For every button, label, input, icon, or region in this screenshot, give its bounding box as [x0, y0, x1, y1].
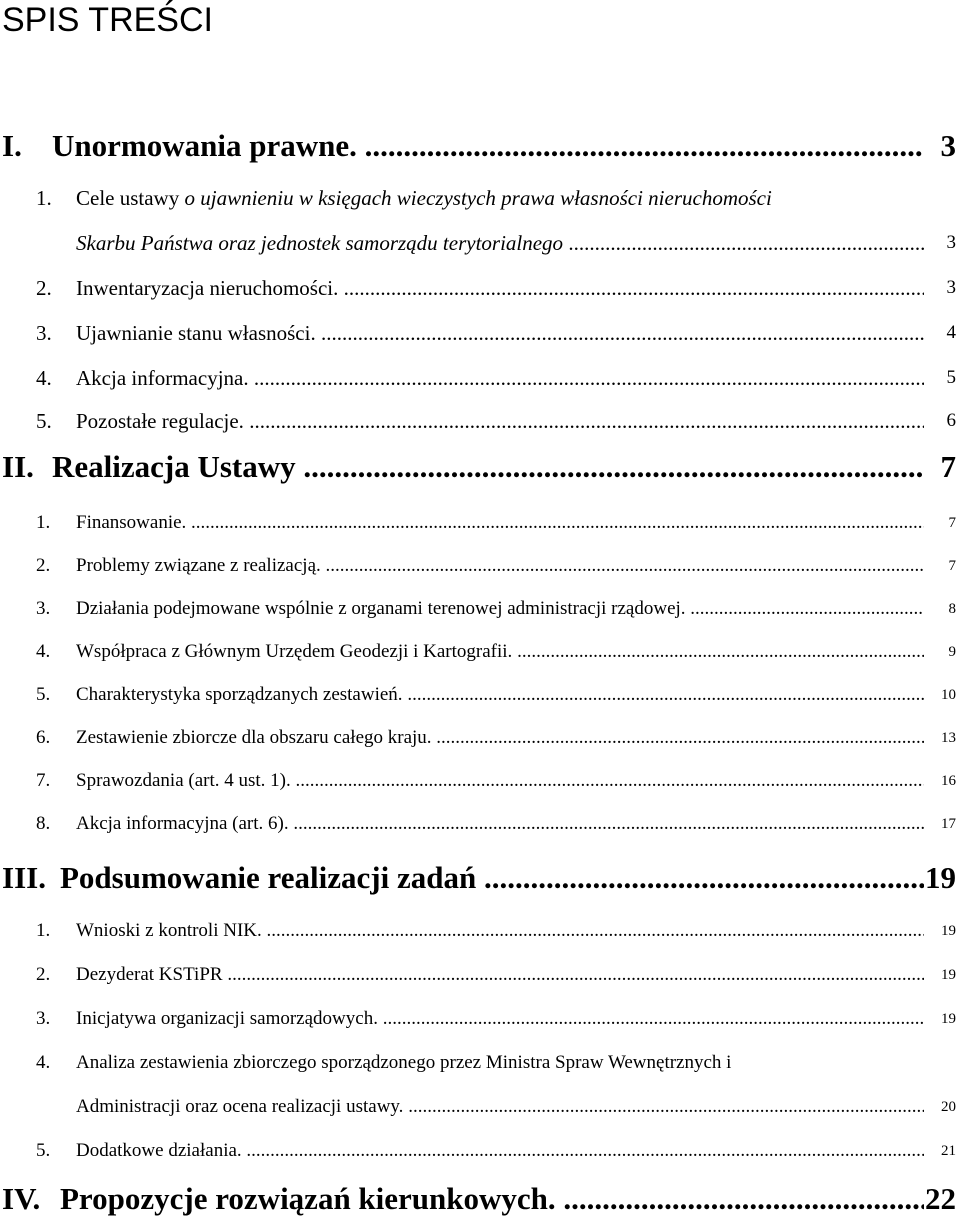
toc-section[interactable]	[0, 508, 960, 538]
toc-chapter[interactable]	[0, 1179, 960, 1219]
toc-page: 17	[941, 816, 956, 832]
toc-section[interactable]	[0, 637, 960, 667]
toc-title: Współpraca z Głównym Urzędem Geodezji i Kartografii. .....	[76, 637, 924, 667]
toc-number: II.	[2, 449, 34, 484]
toc-title: Analiza zestawienia zbiorczego sporządzonego przez Ministra Spraw Wewnętrznych i	[76, 1052, 732, 1073]
toc-title: Finansowanie. .....	[76, 508, 924, 538]
toc-chapter[interactable]	[0, 126, 960, 166]
toc-page: 19	[941, 967, 956, 983]
toc-section[interactable]	[0, 183, 960, 213]
toc-title: Pozostałe regulacje. .....	[76, 406, 924, 436]
toc-section[interactable]	[0, 363, 960, 393]
toc-number: 4.	[36, 641, 51, 662]
toc-page: 10	[941, 687, 956, 703]
toc-page: 13	[941, 730, 956, 746]
toc-section[interactable]	[0, 318, 960, 348]
toc-page: 8	[948, 601, 956, 617]
toc-section[interactable]	[0, 1004, 960, 1034]
toc-chapter[interactable]	[0, 858, 960, 898]
toc-section[interactable]	[0, 916, 960, 946]
toc-title: Inicjatywa organizacji samorządowych. .....	[76, 1004, 924, 1034]
toc-page: 19	[941, 923, 956, 939]
toc-title: Podsumowanie realizacji zadań .....	[60, 858, 924, 898]
toc-section[interactable]	[0, 551, 960, 581]
toc-title: Dezyderat KSTiPR .....	[76, 960, 924, 990]
toc-title: Cele ustawy o ujawnieniu w księgach wieczystych prawa własności nieruchomości	[76, 186, 772, 210]
toc-section[interactable]	[0, 273, 960, 303]
toc-section[interactable]	[0, 723, 960, 753]
toc-title: Zestawienie zbiorcze dla obszaru całego kraju. .....	[76, 723, 924, 753]
toc-section[interactable]	[0, 809, 960, 839]
toc-section[interactable]	[0, 1048, 960, 1078]
toc-page: 7	[948, 515, 956, 531]
toc-section[interactable]	[0, 766, 960, 796]
toc-title: Administracji oraz ocena realizacji ustawy. .....	[76, 1092, 924, 1122]
toc-title: Sprawozdania (art. 4 ust. 1). .....	[76, 766, 924, 796]
toc-page: 5	[946, 367, 956, 388]
toc-number: III.	[2, 860, 46, 895]
toc-section-continuation[interactable]	[0, 1092, 960, 1122]
toc-title: Charakterystyka sporządzanych zestawień. .....	[76, 680, 924, 710]
toc-chapter[interactable]	[0, 447, 960, 487]
toc-section[interactable]	[0, 406, 960, 436]
toc-section[interactable]	[0, 960, 960, 990]
toc-title: Propozycje rozwiązań kierunkowych. .....	[60, 1179, 924, 1219]
toc-page: 3	[946, 232, 956, 253]
toc-number: 5.	[36, 684, 51, 705]
toc-page: 7	[940, 449, 956, 484]
toc-title: Ujawnianie stanu własności. .....	[76, 318, 924, 348]
toc-page: 9	[948, 644, 956, 660]
toc-number: 3.	[36, 1008, 51, 1029]
toc-page: 21	[941, 1143, 956, 1159]
toc-number: 4.	[36, 1052, 51, 1073]
toc-number: 5.	[36, 409, 52, 433]
toc-number: 3.	[36, 321, 52, 345]
toc-number: 5.	[36, 1140, 51, 1161]
toc-page: 3	[940, 128, 956, 163]
toc-number: I.	[2, 128, 22, 163]
toc-title: Akcja informacyjna. .....	[76, 363, 924, 393]
toc-number: 7.	[36, 770, 51, 791]
toc-title: Realizacja Ustawy .....	[52, 447, 924, 487]
toc-number: IV.	[2, 1181, 41, 1216]
toc-page: 4	[946, 322, 956, 343]
toc-title: Problemy związane z realizacją. .....	[76, 551, 924, 581]
toc-title: Wnioski z kontroli NIK. .....	[76, 916, 924, 946]
page-title: SPIS TREŚCI	[2, 1, 213, 39]
toc-title: Działania podejmowane wspólnie z organami terenowej administracji rządowej. .....	[76, 594, 924, 624]
toc-number: 1.	[36, 186, 52, 210]
toc-page: 20	[941, 1099, 956, 1115]
toc-title: Unormowania prawne. .....	[52, 126, 924, 166]
toc-page: 6	[946, 410, 956, 431]
toc-number: 1.	[36, 512, 51, 533]
toc-number: 2.	[36, 555, 51, 576]
toc-number: 2.	[36, 276, 52, 300]
toc-page: 16	[941, 773, 956, 789]
toc-page: 7	[948, 558, 956, 574]
toc-title: Inwentaryzacja nieruchomości. .....	[76, 273, 924, 303]
toc-page: 19	[925, 860, 956, 895]
toc-page: 3	[946, 277, 956, 298]
toc-section-continuation[interactable]	[0, 228, 960, 258]
toc-title: Dodatkowe działania. .....	[76, 1136, 924, 1166]
toc-number: 8.	[36, 813, 51, 834]
toc-page: 19	[941, 1011, 956, 1027]
toc-section[interactable]	[0, 1136, 960, 1166]
toc-title: Akcja informacyjna (art. 6). .....	[76, 809, 924, 839]
toc-number: 1.	[36, 920, 51, 941]
toc-number: 6.	[36, 727, 51, 748]
toc-number: 3.	[36, 598, 51, 619]
toc-page: 22	[925, 1181, 956, 1216]
toc-number: 4.	[36, 366, 52, 390]
toc-section[interactable]	[0, 680, 960, 710]
toc-section[interactable]	[0, 594, 960, 624]
toc-title: Skarbu Państwa oraz jednostek samorządu terytorialnego .....	[76, 228, 924, 258]
toc-number: 2.	[36, 964, 51, 985]
